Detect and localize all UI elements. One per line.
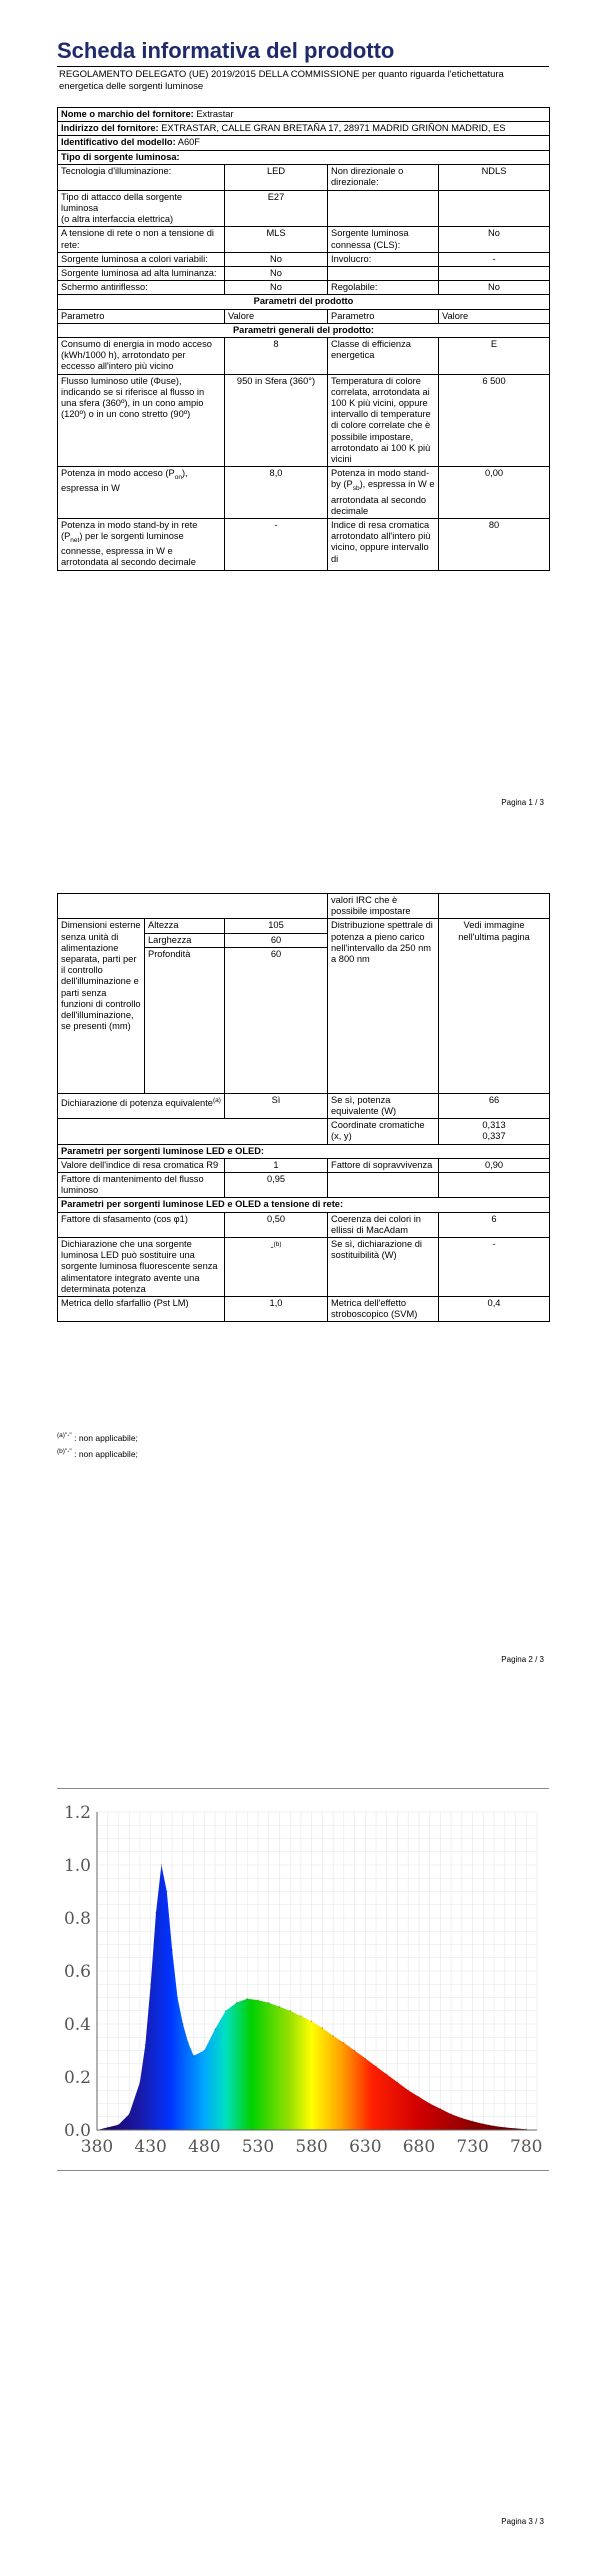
- data-point: [386, 2074, 388, 2076]
- equiv-w-label: Se sì, potenza equivalente (W): [328, 1093, 439, 1118]
- chroma-label: Coordinate cromatiche (x, y): [328, 1119, 439, 1144]
- cri-continued: valori IRC che è possibile impostare: [328, 894, 439, 919]
- envelope-label: Involucro:: [328, 252, 439, 266]
- depth-label: Profondità: [145, 947, 225, 1093]
- cri-value: 80: [439, 518, 550, 570]
- page-3: [0, 1700, 601, 2560]
- r9-label: Valore dell'indice di resa cromatica R9: [58, 1158, 225, 1172]
- data-point: [128, 2113, 130, 2115]
- y-tick-label: 1.0: [63, 1856, 91, 1876]
- data-point: [332, 2035, 334, 2037]
- flicker-value: 1,0: [225, 1297, 328, 1322]
- data-point: [354, 2050, 356, 2052]
- x-tick-label: 630: [349, 2137, 382, 2157]
- data-point: [182, 2023, 184, 2025]
- height-value: 105: [225, 919, 328, 933]
- dimmable-label: Regolabile:: [328, 281, 439, 295]
- data-point: [493, 2125, 495, 2127]
- supplier-address: EXTRASTAR, CALLE GRAN BRETAÑA 17, 28971 MADRID GRIÑON MADRID, ES: [161, 123, 506, 134]
- col-param: Parametro: [328, 309, 439, 323]
- x-tick-label: 530: [241, 2137, 275, 2157]
- x-tick-label: 430: [134, 2137, 167, 2157]
- data-point: [268, 2002, 270, 2004]
- equiv-value: Sì: [225, 1093, 328, 1118]
- footnote-a: $^{(a)"-"}$ : non applicabile;: [57, 1432, 138, 1443]
- spectral-distribution-chart: [57, 1800, 549, 2160]
- data-point: [311, 2021, 313, 2023]
- page-number: Pagina 2 / 3: [501, 1655, 544, 1664]
- spd-value: Vedi immagine nell'ultima pagina: [439, 919, 550, 1093]
- maint-value: 0,95: [225, 1173, 328, 1198]
- model-id: A60F: [177, 137, 200, 148]
- pon-label: Potenza in modo acceso $(P_{on})$, espressa in W: [58, 467, 225, 519]
- glare-label: Schermo antiriflesso:: [58, 281, 225, 295]
- survival-label: Fattore di sopravvivenza: [328, 1158, 439, 1172]
- data-point: [472, 2120, 474, 2122]
- dims-label: Dimensioni esterne senza unità di alimentazione separata, parti per il controllo dell'illuminazione e parti senza funzioni di controllo dell'illuminazione, se presenti (mm): [58, 919, 145, 1093]
- data-point: [144, 2044, 146, 2046]
- psb-label: Potenza in modo stand-by $(P_{sb})$, espressa in W e arrotondata al secondo decimale: [328, 467, 439, 519]
- psb-value: 0,00: [439, 467, 550, 519]
- data-point: [418, 2096, 420, 2098]
- y-tick-label: 0.8: [63, 1909, 91, 1929]
- data-point: [440, 2108, 442, 2110]
- col-param: Parametro: [58, 309, 225, 323]
- data-point: [375, 2066, 377, 2068]
- led-params-header: Parametri per sorgenti luminose LED e OLED:: [58, 1144, 550, 1158]
- strobo-label: Metrica dell'effetto stroboscopico (SVM): [328, 1297, 439, 1322]
- envelope-value: -: [439, 252, 550, 266]
- energy-label: Consumo di energia in modo acceso (kWh/1000 h), arrotondato per eccesso all'intero più vicino: [58, 338, 225, 375]
- data-point: [322, 2027, 324, 2029]
- product-table: [57, 107, 550, 571]
- macadam-value: 6: [439, 1212, 550, 1237]
- model-label: Identificativo del modello:: [61, 137, 176, 148]
- r9-value: 1: [225, 1158, 328, 1172]
- supplier-address-label: Indirizzo del fornitore:: [61, 123, 159, 134]
- efficiency-label: Classe di efficienza energetica: [328, 338, 439, 375]
- data-point: [407, 2089, 409, 2091]
- pf-label: Fattore di sfasamento (cos φ1): [58, 1212, 225, 1237]
- luminance-label: Sorgente luminosa ad alta luminanza:: [58, 267, 225, 281]
- data-point: [107, 2127, 109, 2129]
- fluor-w-value: -: [439, 1238, 550, 1297]
- data-point: [246, 1998, 248, 2000]
- colour-value: No: [225, 252, 328, 266]
- maint-label: Fattore di mantenimento del flusso luminoso: [58, 1173, 225, 1198]
- data-point: [300, 2015, 302, 2017]
- flux-label: Flusso luminoso utile (Φuse), indicando se si riferisce al flusso in una sfera (360º), in un cono ampio (120º) o in un cono stretto (90º): [58, 374, 225, 467]
- regulation-text: REGOLAMENTO DELEGATO (UE) 2019/2015 DELLA COMMISSIONE per quanto riguarda l'etichettatura energetica delle sorgenti luminose: [59, 69, 504, 92]
- data-point: [214, 2029, 216, 2031]
- width-label: Larghezza: [145, 933, 225, 947]
- cct-value: 6 500: [439, 374, 550, 467]
- nondir-value: NDLS: [439, 164, 550, 190]
- product-params-header: Parametri del prodotto: [58, 295, 550, 309]
- data-point: [429, 2103, 431, 2105]
- glare-value: No: [225, 281, 328, 295]
- pon-value: 8,0: [225, 467, 328, 519]
- general-params-header: Parametri generali del prodotto:: [58, 323, 550, 337]
- y-tick-label: 1.2: [63, 1803, 91, 1823]
- dimmable-value: No: [439, 281, 550, 295]
- pnet-label: Potenza in modo stand-by in rete $(P_{net})$ per le sorgenti luminose connesse, espressa in W e arrotondata al secondo decimale: [58, 518, 225, 570]
- cap-label: Tipo di attacco della sorgente luminosa (o altra interfaccia elettrica): [58, 190, 225, 227]
- spd-label: Distribuzione spettrale di potenza a pieno carico nell'intervallo da 250 nm a 800 nm: [328, 919, 439, 1093]
- data-point: [166, 1891, 168, 1893]
- mains-params-header: Parametri per sorgenti luminose LED e OLED a tensione di rete:: [58, 1198, 550, 1212]
- fluor-value: -$^{(b)}$: [225, 1238, 328, 1297]
- mains-value: MLS: [225, 227, 328, 252]
- data-point: [171, 1949, 173, 1951]
- chroma-value: 0,313 0,337: [439, 1119, 550, 1144]
- cri-label: Indice di resa cromatica arrotondato all'intero più vicino, oppure intervallo di: [328, 518, 439, 570]
- page-number: Pagina 1 / 3: [501, 798, 544, 807]
- colour-label: Sorgente luminosa a colori variabili:: [58, 252, 225, 266]
- connected-label: Sorgente luminosa connessa (CLS):: [328, 227, 439, 252]
- data-point: [225, 2010, 227, 2012]
- y-tick-label: 0.4: [63, 2015, 91, 2035]
- data-point: [289, 2010, 291, 2012]
- data-point: [515, 2128, 517, 2130]
- tech-label: Tecnologia d'illuminazione:: [58, 164, 225, 190]
- x-tick-label: 780: [510, 2137, 543, 2157]
- luminance-value: No: [225, 267, 328, 281]
- data-point: [204, 2050, 206, 2052]
- nondir-label: Non direzionale o direzionale:: [328, 164, 439, 190]
- cap-value: E27: [225, 190, 328, 227]
- divider: [57, 66, 549, 67]
- equiv-label: Dichiarazione di potenza equivalente$^{(a)}$: [58, 1093, 225, 1118]
- x-tick-label: 480: [188, 2137, 221, 2157]
- data-point: [461, 2117, 463, 2119]
- survival-value: 0,90: [439, 1158, 550, 1172]
- y-tick-label: 0.2: [63, 2068, 91, 2088]
- data-point: [177, 1997, 179, 1999]
- page-title: Scheda informativa del prodotto: [57, 38, 395, 63]
- connected-value: No: [439, 227, 550, 252]
- data-point: [236, 2002, 238, 2004]
- width-value: 60: [225, 933, 328, 947]
- data-point: [343, 2042, 345, 2044]
- pf-value: 0,50: [225, 1212, 328, 1237]
- data-point: [279, 2006, 281, 2008]
- mains-label: A tensione di rete o non a tensione di rete:: [58, 227, 225, 252]
- data-point: [193, 2055, 195, 2057]
- chart-bottom-rule: [57, 2170, 549, 2171]
- data-point: [161, 1864, 163, 1866]
- data-point: [257, 1999, 259, 2001]
- col-value: Valore: [225, 309, 328, 323]
- page-number: Pagina 3 / 3: [501, 2517, 544, 2526]
- x-tick-label: 680: [402, 2137, 436, 2157]
- data-point: [150, 1983, 152, 1985]
- strobo-value: 0,4: [439, 1297, 550, 1322]
- data-point: [397, 2082, 399, 2084]
- fluor-label: Dichiarazione che una sorgente luminosa LED può sostituire una sorgente luminosa fluorescente senza alimentatore integrato avente una determinata potenza: [58, 1238, 225, 1297]
- efficiency-value: E: [439, 338, 550, 375]
- page-2: [0, 840, 601, 1700]
- data-point: [187, 2042, 189, 2044]
- equiv-w-value: 66: [439, 1093, 550, 1118]
- col-value: Valore: [439, 309, 550, 323]
- flicker-label: Metrica dello sfarfallio (Pst LM): [58, 1297, 225, 1322]
- y-tick-label: 0.0: [63, 2121, 91, 2141]
- data-point: [118, 2124, 120, 2126]
- footnote-b: $^{(b)"-"}$ : non applicabile;: [57, 1448, 138, 1459]
- fluor-w-label: Se sì, dichiarazione di sostituibilità (W): [328, 1238, 439, 1297]
- supplier-name-label: Nome o marchio del fornitore:: [61, 109, 194, 119]
- supplier-name: Extrastar: [196, 109, 234, 119]
- x-tick-label: 580: [295, 2137, 328, 2157]
- data-point: [139, 2082, 141, 2084]
- flux-value: 950 in Sfera (360°): [225, 374, 328, 467]
- pnet-value: -: [225, 518, 328, 570]
- chart-top-rule: [57, 1788, 549, 1789]
- x-tick-label: 380: [80, 2137, 114, 2157]
- energy-value: 8: [225, 338, 328, 375]
- data-point: [504, 2127, 506, 2129]
- data-point: [364, 2058, 366, 2060]
- y-tick-label: 0.6: [63, 1962, 91, 1982]
- macadam-label: Coerenza dei colori in ellissi di MacAdam: [328, 1212, 439, 1237]
- page-1: [0, 0, 601, 840]
- source-type-header: Tipo di sorgente luminosa:: [58, 150, 550, 164]
- tech-value: LED: [225, 164, 328, 190]
- depth-value: 60: [225, 947, 328, 1093]
- x-tick-label: 730: [456, 2137, 489, 2157]
- data-point: [155, 1912, 157, 1914]
- height-label: Altezza: [145, 919, 225, 933]
- cct-label: Temperatura di colore correlata, arrotondata ai 100 K più vicini, oppure intervallo di temperature di colore correlate che è possibile impostare, arrotondato ai 100 K più vicini: [328, 374, 439, 467]
- data-point: [483, 2123, 485, 2125]
- product-table-continued: [57, 893, 550, 1322]
- data-point: [450, 2113, 452, 2115]
